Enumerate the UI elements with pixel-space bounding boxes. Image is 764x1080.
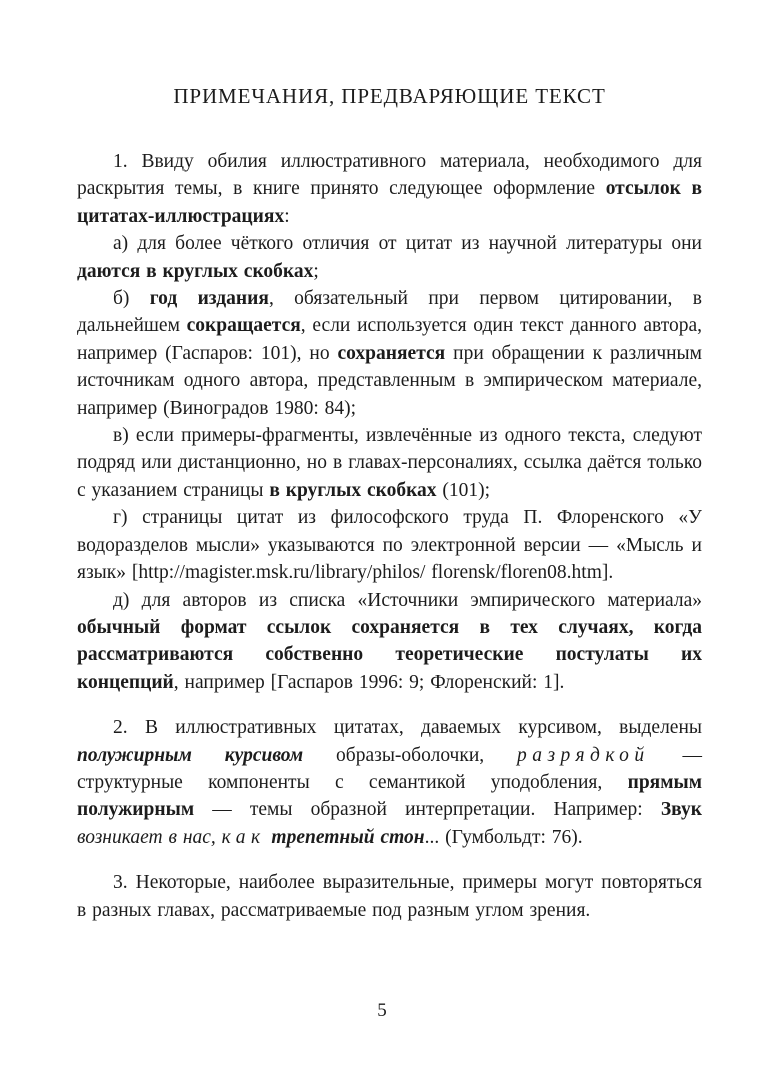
text-run: (101); [436, 479, 491, 501]
text-paragraph [77, 230, 702, 285]
text-run: как [221, 826, 266, 848]
text-run: — темы образной интерпретации. Например: [194, 799, 661, 821]
text-run: трепетный стон [271, 826, 425, 848]
text-run: ... (Гумбольдт: 76). [424, 826, 583, 848]
text-paragraph [77, 587, 702, 697]
text-run: б) [113, 288, 150, 310]
text-run: в) если примеры-фрагменты, извлечённые из одного текста, следуют подряд или дистанционно, но в главах-персоналиях, ссылка даётся только с указанием страницы [77, 425, 702, 501]
text-run: д) для авторов из списка «Источники эмпирического материала» [113, 589, 702, 611]
text-paragraph [77, 422, 702, 504]
text-run: сокращается [186, 315, 301, 337]
text-run: : [284, 205, 290, 227]
text-run: — структурные компоненты с семантикой уподобления, [77, 744, 702, 793]
text-run: в круглых скобках [269, 479, 437, 501]
text-run: образы-оболочки, [303, 744, 518, 766]
text-run: , например [Гаспаров 1996: 9; Флоренский: 1]. [173, 671, 565, 693]
page-number: 5 [377, 1000, 387, 1021]
text-paragraph [77, 285, 702, 422]
text-run: , обязательный при первом цитировании, в дальнейшем [77, 288, 703, 337]
text-run: обычный формат ссылок сохраняется в тех случаях, когда рассматриваются собственно теоретические постулаты их концепций [77, 616, 702, 693]
text-paragraph [77, 504, 702, 586]
text-run: сохраняется [337, 342, 446, 364]
text-run: полужирным курсивом [77, 744, 304, 766]
page-title: ПРИМЕЧАНИЯ, ПРЕДВАРЯЮЩИЕ ТЕКСТ [173, 84, 606, 108]
text-run: при обращении к различным источникам одного автора, представленным в эмпирическом материале, например (Виноградов 1980: 84); [77, 342, 702, 419]
text-run: даются в круглых скобках [77, 260, 314, 282]
text-run: возникает в нас, [77, 826, 222, 848]
text-run: отсылок в цитатах-иллюстрациях [77, 178, 703, 227]
text-run: г) страницы цитат из философского труда П. Флоренского «У водоразделов мысли» указываются по электронной версии — «Мысль и язык» [http://magister.msk.ru/library/philos/ florensk/floren08.htm]. [77, 507, 702, 584]
text-paragraph [77, 869, 702, 924]
text-run: Звук [660, 799, 702, 821]
paragraph-list [77, 148, 702, 924]
text-run: 3. Некоторые, наиболее выразительные, примеры могут повторяться в разных главах, рассматриваемые под разным углом зрения. [77, 872, 702, 921]
text-run: , если используется один текст данного автора, например (Гаспаров: 101), но [77, 315, 702, 364]
text-run: 1. Ввиду обилия иллюстративного материала, необходимого для раскрытия темы, в книге принято следующее оформление [77, 151, 702, 200]
text-run: ; [313, 260, 319, 282]
text-paragraph [77, 714, 702, 851]
text-run: а) для более чёткого отличия от цитат из научной литературы они [113, 233, 702, 255]
text-run: 2. В иллюстративных цитатах, даваемых курсивом, выделены [113, 717, 702, 739]
text-run: разрядкой [517, 744, 650, 766]
text-paragraph [77, 148, 702, 230]
text-run: прямым полужирным [77, 771, 702, 821]
text-run: год издания [149, 288, 269, 310]
